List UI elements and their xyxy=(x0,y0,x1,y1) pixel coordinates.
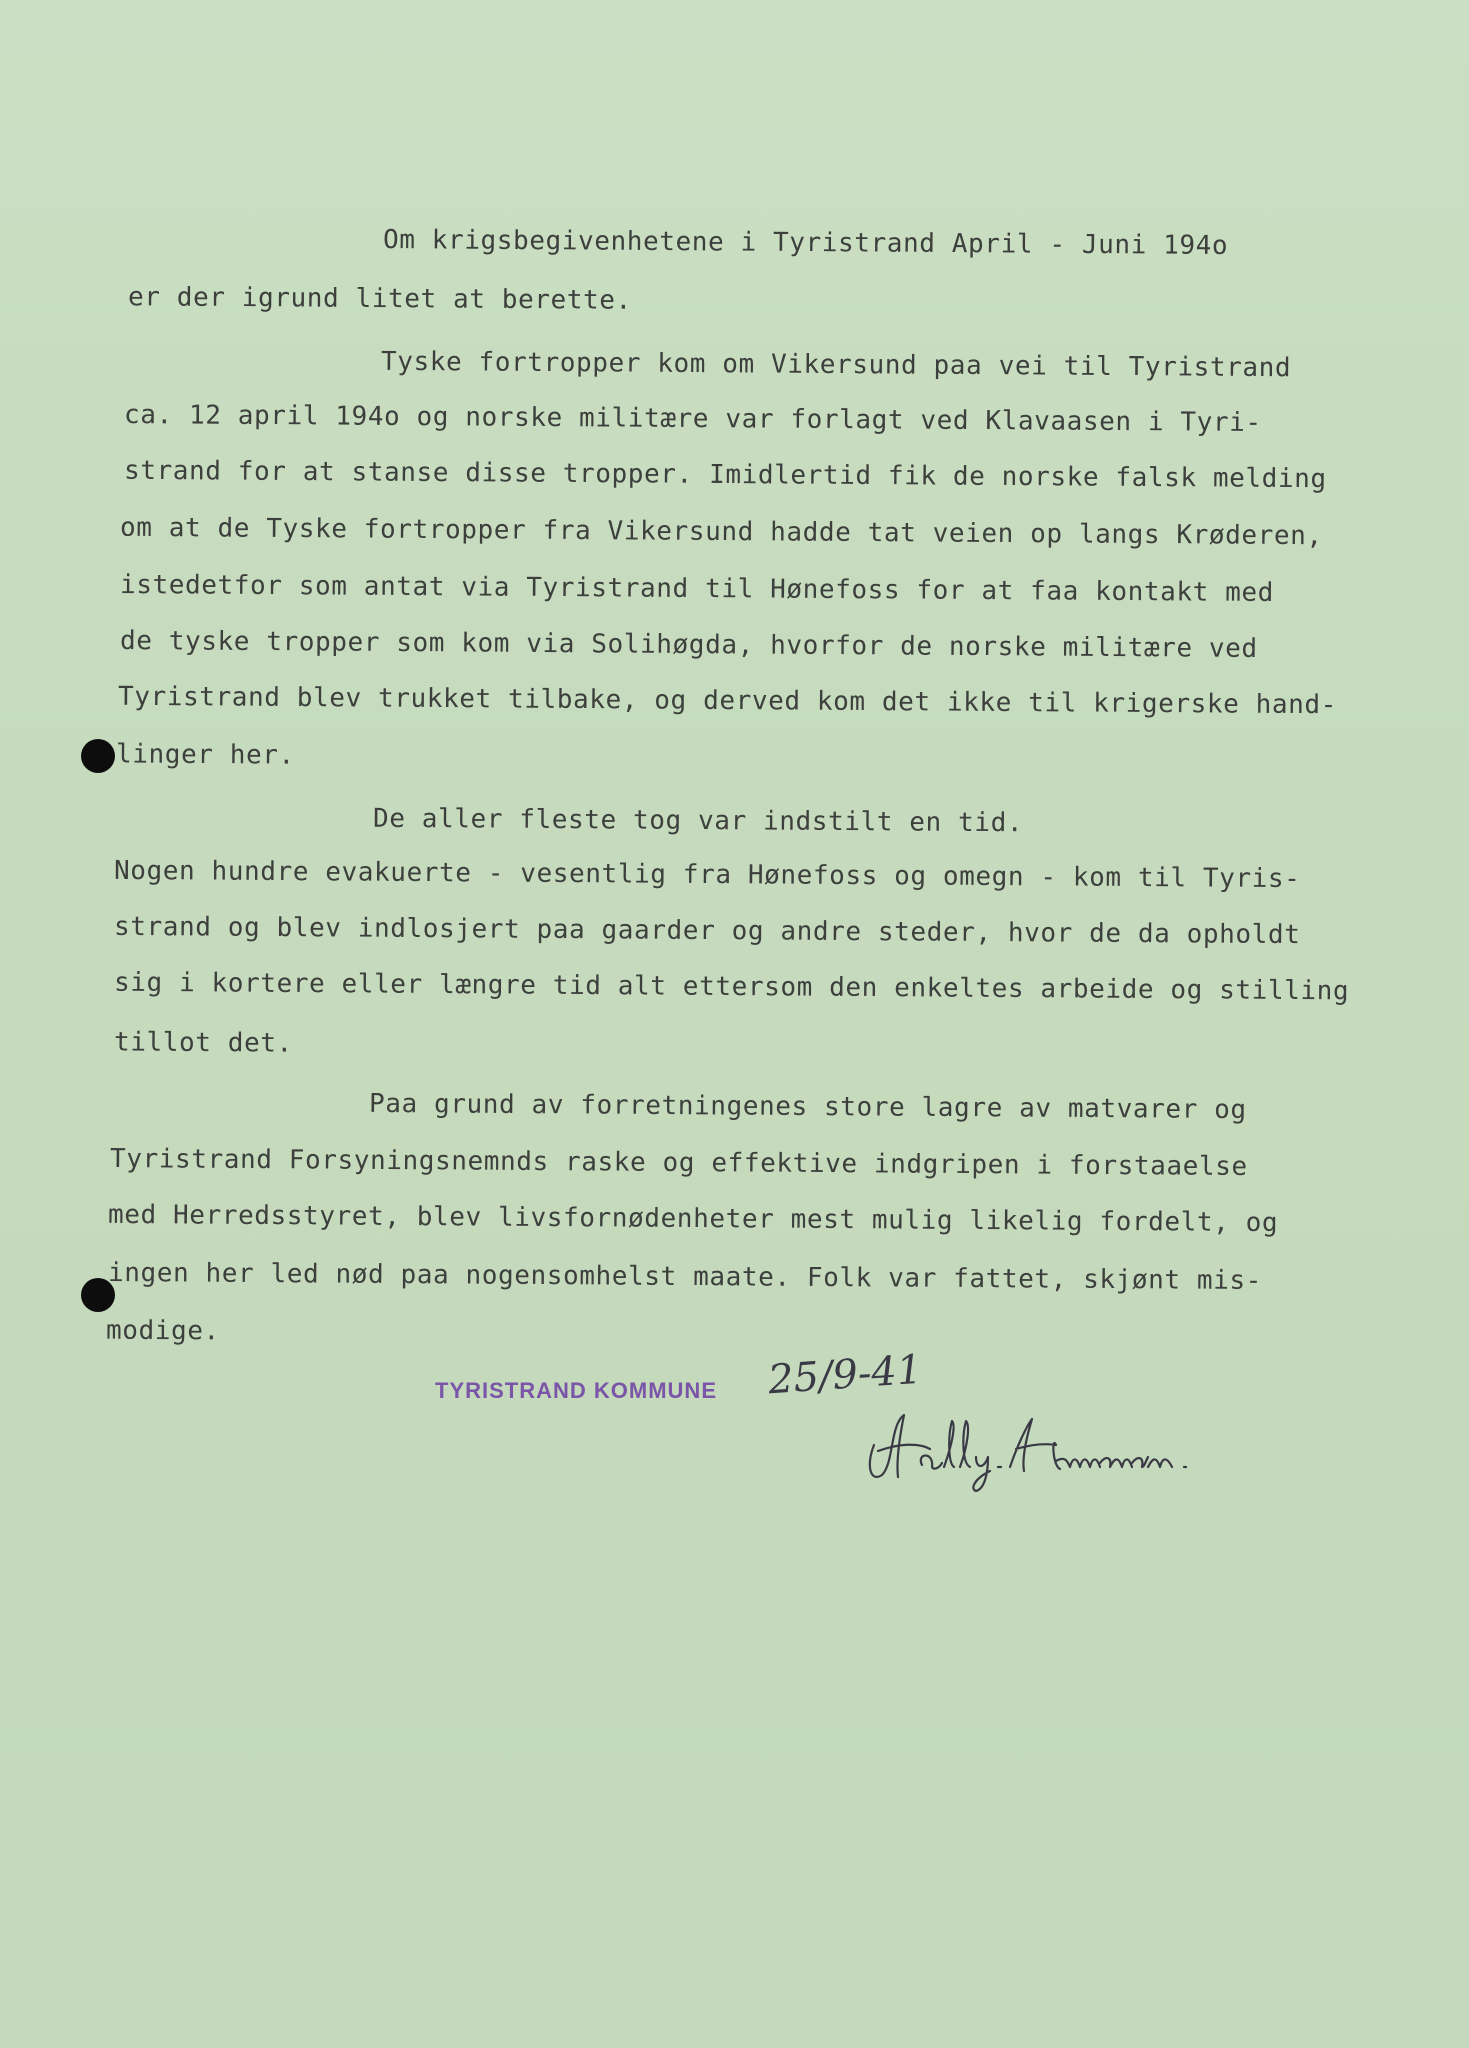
handwritten-date: 25/9-41 xyxy=(766,1346,924,1404)
text-line: strand og blev indlosjert paa gaarder og andre steder, hvor de da opholdt xyxy=(113,911,1301,951)
text-line: istedetfor som antat via Tyristrand til Hønefoss for at faa kontakt med xyxy=(119,569,1275,609)
text-line: sig i kortere eller længre tid alt ettersom den enkeltes arbeide og stilling xyxy=(113,967,1350,1007)
text-line: linger her. xyxy=(115,739,295,771)
signature xyxy=(860,1405,1200,1495)
text-line: Tyristrand blev trukket tilbake, og derved kom det ikke til krigerske hand- xyxy=(117,681,1338,721)
text-line: ca. 12 april 194o og norske militære var forlagt ved Klavaasen i Tyri- xyxy=(123,400,1262,438)
municipality-stamp: TYRISTRAND KOMMUNE xyxy=(435,1378,717,1403)
text-line: Tyske fortropper kom om Vikersund paa vei til Tyristrand xyxy=(380,346,1292,384)
text-line: de tyske tropper som kom via Solihøgda, hvorfor de norske militære ved xyxy=(119,626,1258,664)
text-line: Tyristrand Forsyningsnemnds raske og effektive indgripen i forstaaelse xyxy=(109,1144,1248,1182)
text-line: med Herredsstyret, blev livsfornødenheter mest mulig likelig fordelt, og xyxy=(107,1199,1279,1239)
text-line: Om krigsbegivenhetene i Tyristrand April - Juni 194o xyxy=(382,225,1229,261)
text-line: om at de Tyske fortropper fra Vikersund hadde tat veien op langs Krøderen, xyxy=(119,512,1323,552)
text-line: strand for at stanse disse tropper. Imidlertid fik de norske falsk melding xyxy=(123,455,1327,495)
text-line: tillot det. xyxy=(113,1027,293,1059)
punch-hole-upper xyxy=(81,739,115,773)
text-line: modige. xyxy=(105,1315,220,1347)
text-line: ingen her led nød paa nogensomhelst maate. Folk var fattet, skjønt mis- xyxy=(107,1257,1263,1297)
text-line: Nogen hundre evakuerte - vesentlig fra Hønefoss og omegn - kom til Tyris- xyxy=(113,855,1301,895)
text-line: Paa grund av forretningenes store lagre av matvarer og xyxy=(368,1088,1247,1126)
text-line: er der igrund litet at berette. xyxy=(127,282,632,316)
text-line: De aller fleste tog var indstilt en tid. xyxy=(372,803,1024,839)
